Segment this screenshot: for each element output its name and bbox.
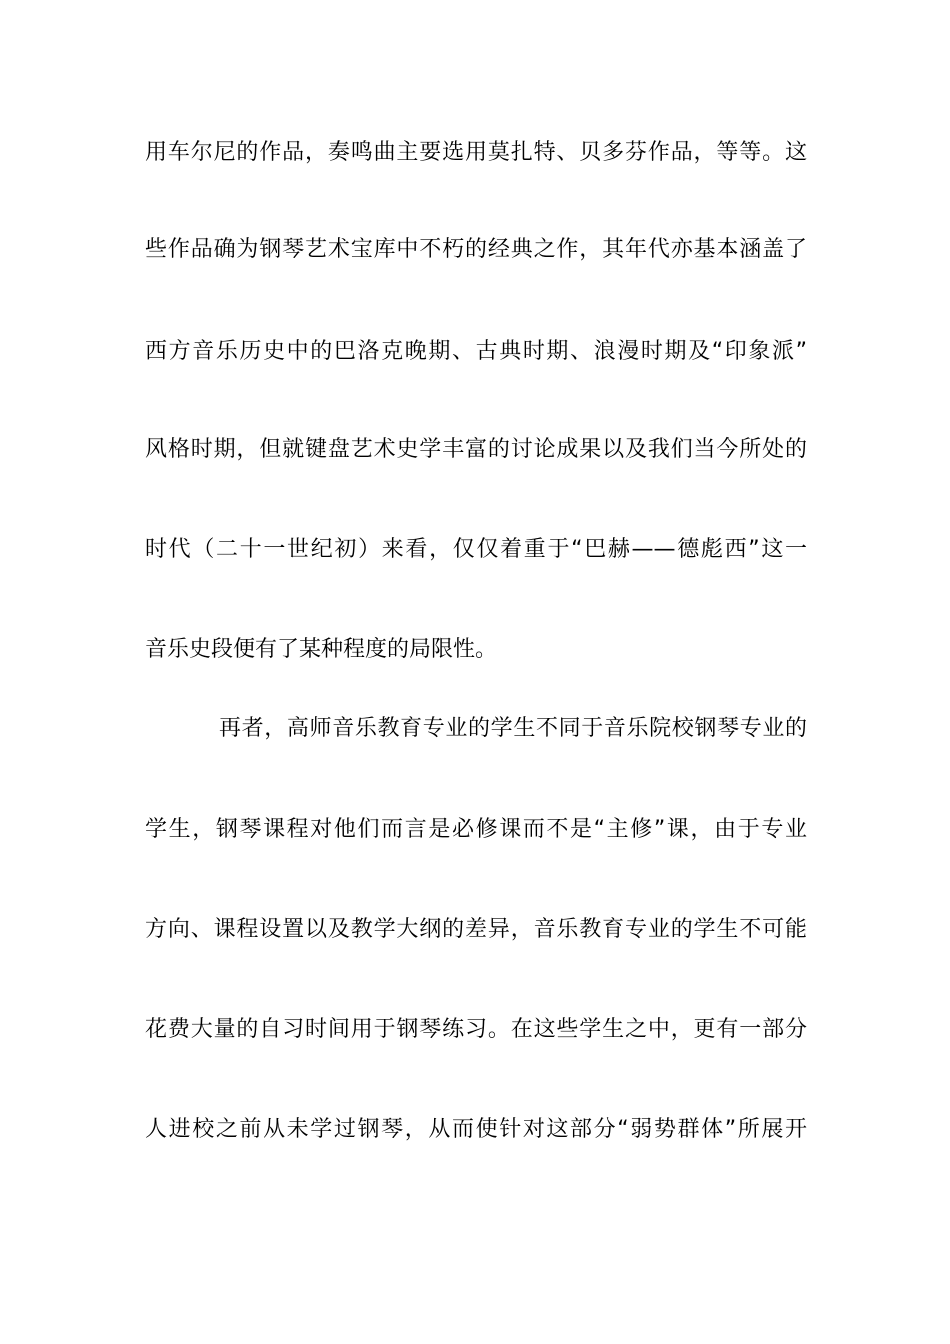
text-line-11: 人进校之前从未学过钢琴，从而使针对这部分“弱势群体”所展开 <box>145 1117 807 1142</box>
text-line-10: 花费大量的自习时间用于钢琴练习。在这些学生之中，更有一部分 <box>145 1017 807 1042</box>
text-line-8: 学生，钢琴课程对他们而言是必修课而不是“主修”课，由于专业 <box>145 817 807 842</box>
text-line-1: 用车尔尼的作品，奏鸣曲主要选用莫扎特、贝多芬作品，等等。这 <box>145 140 807 165</box>
text-line-2: 些作品确为钢琴艺术宝库中不朽的经典之作，其年代亦基本涵盖了 <box>145 237 807 262</box>
text-line-4: 风格时期，但就键盘艺术史学丰富的讨论成果以及我们当今所处的 <box>145 437 807 462</box>
text-line-9: 方向、课程设置以及教学大纲的差异，音乐教育专业的学生不可能 <box>145 917 807 942</box>
text-line-6: 音乐史段便有了某种程度的局限性。 <box>145 637 498 662</box>
text-line-3: 西方音乐历史中的巴洛克晚期、古典时期、浪漫时期及“印象派” <box>145 339 807 364</box>
paragraph-2-first-line: 再者，高师音乐教育专业的学生不同于音乐院校钢琴专业的 <box>219 716 807 741</box>
text-line-5: 时代（二十一世纪初）来看，仅仅着重于“巴赫——德彪西”这一 <box>145 537 807 562</box>
